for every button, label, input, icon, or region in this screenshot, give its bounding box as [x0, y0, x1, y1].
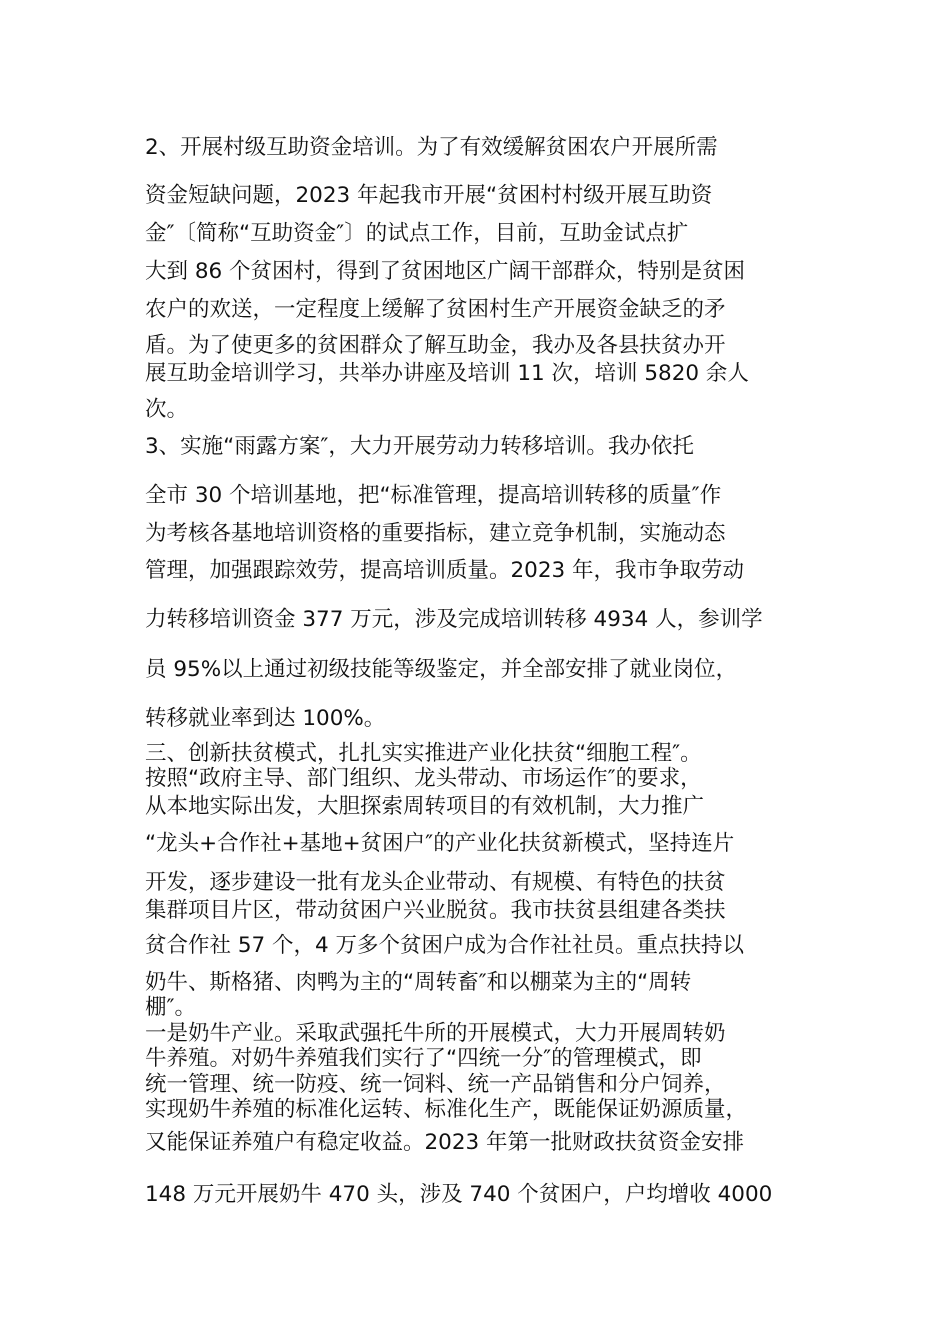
paragraph-line: 金″〔简称“互助资金″〕的试点工作，目前，互助金试点扩: [145, 221, 689, 246]
paragraph-line: 从本地实际出发，大胆探索周转项目的有效机制，大力推广: [145, 794, 705, 819]
paragraph-line: 又能保证养殖户有稳定收益。2023 年第一批财政扶贫资金安排: [145, 1130, 745, 1155]
paragraph-line: 次。: [145, 397, 189, 422]
paragraph-line: 资金短缺问题，2023 年起我市开展“贫困村村级开展互助资: [145, 183, 713, 208]
paragraph-line: 农户的欢送，一定程度上缓解了贫困村生产开展资金缺乏的矛: [145, 297, 726, 322]
paragraph-line: 一是奶牛产业。采取武强托牛所的开展模式，大力开展周转奶: [145, 1021, 726, 1046]
paragraph-line: 转移就业率到达 100%。: [145, 706, 386, 731]
paragraph-line: 统一管理、统一防疫、统一饲料、统一产品销售和分户饲养，: [145, 1072, 726, 1097]
paragraph-line: 牛养殖。对奶牛养殖我们实行了“四统一分″的管理模式，即: [145, 1046, 702, 1071]
paragraph-line: 集群项目片区，带动贫困户兴业脱贫。我市扶贫县组建各类扶: [145, 898, 726, 923]
paragraph-line: 为考核各基地培训资格的重要指标，建立竞争机制，实施动态: [145, 521, 726, 546]
paragraph-line: 全市 30 个培训基地，把“标准管理，提高培训转移的质量″作: [145, 483, 722, 508]
paragraph-line: 大到 86 个贫困村，得到了贫困地区广阔干部群众，特别是贫困: [145, 259, 746, 284]
paragraph-line: 2、开展村级互助资金培训。为了有效缓解贫困农户开展所需: [145, 135, 718, 160]
paragraph-line: 盾。为了使更多的贫困群众了解互助金，我办及各县扶贫办开: [145, 333, 726, 358]
paragraph-line: 管理，加强跟踪效劳，提高培训质量。2023 年，我市争取劳动: [145, 558, 745, 583]
paragraph-line: 3、实施“雨露方案″，大力开展劳动力转移培训。我办依托: [145, 434, 694, 459]
paragraph-line: 贫合作社 57 个，4 万多个贫困户成为合作社社员。重点扶持以: [145, 933, 745, 958]
paragraph-line: 开发，逐步建设一批有龙头企业带动、有规模、有特色的扶贫: [145, 870, 726, 895]
paragraph-line: 棚″。: [145, 995, 197, 1020]
paragraph-line: “龙头+合作社+基地+贫困户″的产业化扶贫新模式，坚持连片: [145, 831, 735, 856]
paragraph-line: 员 95%以上通过初级技能等级鉴定，并全部安排了就业岗位，: [145, 657, 738, 682]
paragraph-line: 奶牛、斯格猪、肉鸭为主的“周转畜″和以棚菜为主的“周转: [145, 970, 692, 995]
paragraph-line: 按照“政府主导、部门组织、龙头带动、市场运作″的要求，: [145, 766, 702, 791]
paragraph-line: 148 万元开展奶牛 470 头，涉及 740 个贫困户，户均增收 4000: [145, 1182, 773, 1207]
paragraph-line: 实现奶牛养殖的标准化运转、标准化生产，既能保证奶源质量，: [145, 1097, 748, 1122]
paragraph-line: 展互助金培训学习，共举办讲座及培训 11 次，培训 5820 余人: [145, 361, 749, 386]
paragraph-line: 力转移培训资金 377 万元，涉及完成培训转移 4934 人，参训学: [145, 607, 763, 632]
section-heading: 三、创新扶贫模式，扎扎实实推进产业化扶贫“细胞工程″。: [145, 741, 702, 766]
